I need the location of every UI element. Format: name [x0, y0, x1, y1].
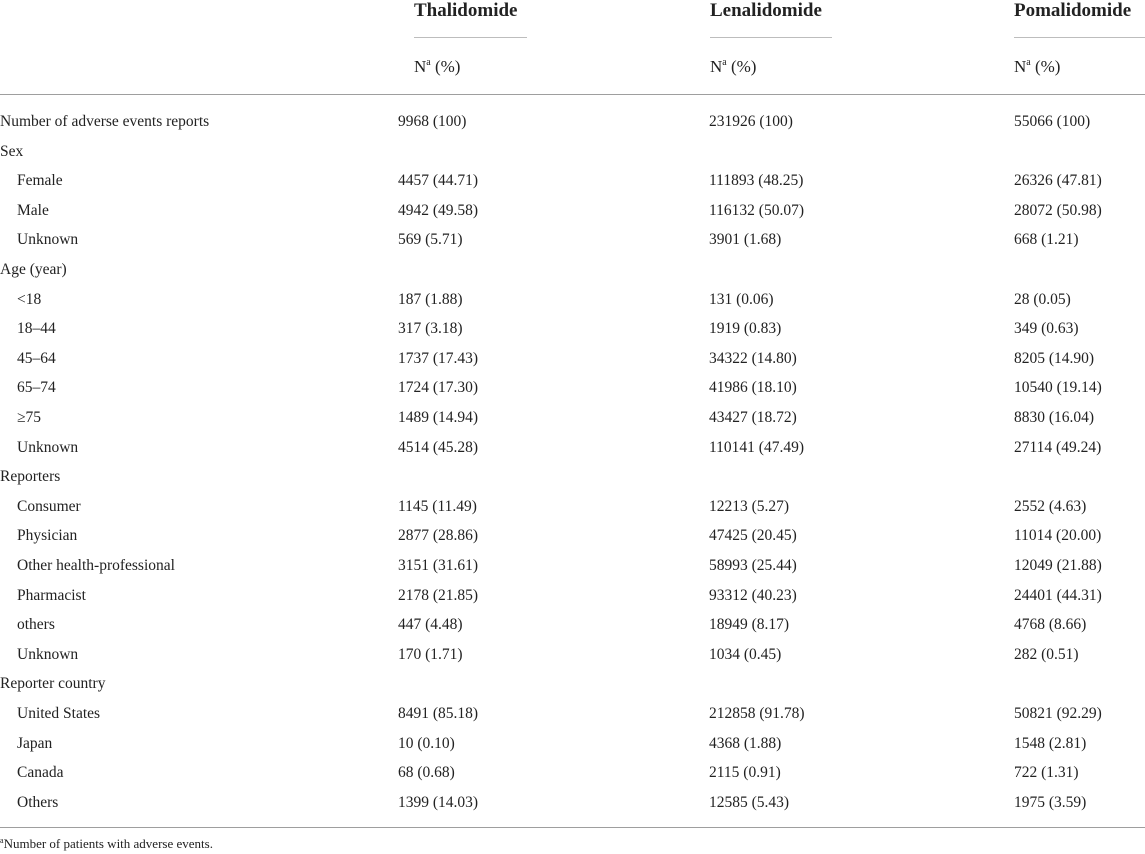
table-cell: 231926 (100)	[709, 113, 793, 130]
table-cell: 12049 (21.88)	[1014, 557, 1102, 574]
table-row	[0, 438, 1145, 468]
table-cell: 43427 (18.72)	[709, 409, 797, 426]
table-cell: 212858 (91.78)	[709, 705, 805, 722]
table-cell: 93312 (40.23)	[709, 586, 797, 604]
table-cell: 3901 (1.68)	[709, 231, 782, 249]
table-cell: 8205 (14.90)	[1014, 349, 1095, 367]
table-cell: 10 (0.10)	[398, 734, 455, 752]
table-cell: 2178 (21.85)	[398, 586, 479, 604]
table-cell: 282 (0.51)	[1014, 645, 1079, 663]
table-cell: 8830 (16.04)	[1014, 409, 1095, 426]
percent-label: (%)	[1034, 57, 1061, 76]
table-row	[0, 112, 1145, 142]
n-label: N	[414, 57, 427, 76]
table-row	[0, 467, 1145, 497]
column-header-lenalidomide: Lenalidomide	[710, 0, 832, 38]
table-cell: 26326 (47.81)	[1014, 172, 1102, 190]
row-label: ≥75	[17, 409, 42, 426]
row-label: Unknown	[17, 645, 79, 663]
table-bottom-divider	[0, 827, 1145, 828]
table-cell: 668 (1.21)	[1014, 231, 1079, 249]
table-cell: 1489 (14.94)	[398, 409, 479, 426]
row-label: Number of adverse events reports	[0, 113, 210, 130]
table-row	[0, 290, 1145, 320]
table-cell: 116132 (50.07)	[709, 201, 804, 219]
n-label: N	[1014, 57, 1027, 76]
table-cell: 58993 (25.44)	[709, 557, 797, 574]
table-cell: 50821 (92.29)	[1014, 705, 1102, 722]
table-cell: 1399 (14.03)	[398, 793, 479, 811]
row-label: Female	[17, 172, 63, 190]
table-row	[0, 142, 1145, 172]
footnote-marker: a	[0, 836, 4, 845]
table-cell: 349 (0.63)	[1014, 320, 1079, 338]
table-cell: 28 (0.05)	[1014, 290, 1071, 308]
table-row	[0, 408, 1145, 438]
table-cell: 170 (1.71)	[398, 645, 463, 663]
row-label: Canada	[17, 764, 64, 782]
row-label: others	[17, 616, 55, 634]
table-cell: 18949 (8.17)	[709, 616, 790, 634]
row-label: Sex	[0, 142, 24, 160]
table-cell: 1975 (3.59)	[1014, 793, 1087, 811]
row-label: Pharmacist	[17, 586, 86, 604]
table-cell: 110141 (47.49)	[709, 438, 804, 456]
row-label: Physician	[17, 527, 78, 545]
table-cell: 34322 (14.80)	[709, 349, 797, 367]
table-row	[0, 704, 1145, 734]
table-cell: 4368 (1.88)	[709, 734, 782, 752]
row-label: <18	[17, 290, 42, 308]
table-cell: 27114 (49.24)	[1014, 438, 1102, 456]
table-cell: 2877 (28.86)	[398, 527, 479, 545]
table-row	[0, 526, 1145, 556]
table-row	[0, 793, 1145, 823]
row-label: Age (year)	[0, 261, 67, 278]
table-cell: 4768 (8.66)	[1014, 616, 1087, 634]
table-cell: 1034 (0.45)	[709, 645, 782, 663]
row-label: Consumer	[17, 497, 81, 515]
table-row	[0, 763, 1145, 793]
table-row	[0, 497, 1145, 527]
table-row	[0, 378, 1145, 408]
table-cell: 68 (0.68)	[398, 764, 455, 782]
percent-label: (%)	[434, 57, 461, 76]
table-cell: 4514 (45.28)	[398, 438, 479, 456]
row-label: 18–44	[17, 320, 56, 338]
header-divider	[0, 94, 1145, 95]
footnote-text: Number of patients with adverse events.	[3, 836, 213, 851]
table-cell: 12213 (5.27)	[709, 497, 790, 515]
table-row	[0, 556, 1145, 586]
table-cell: 317 (3.18)	[398, 320, 463, 338]
row-label: 65–74	[17, 379, 56, 397]
table-cell: 1919 (0.83)	[709, 320, 782, 338]
table-row	[0, 734, 1145, 764]
table-footnote	[0, 836, 213, 852]
row-label: 45–64	[17, 349, 56, 367]
table-cell: 55066 (100)	[1014, 113, 1091, 130]
table-cell: 2115 (0.91)	[709, 764, 781, 782]
table-cell: 111893 (48.25)	[709, 172, 804, 190]
subheader-lenalidomide	[710, 57, 756, 77]
subheader-thalidomide	[414, 57, 460, 77]
table-cell: 569 (5.71)	[398, 231, 463, 249]
row-label: Reporters	[0, 468, 61, 486]
table-cell: 131 (0.06)	[709, 290, 774, 308]
row-label: Unknown	[17, 231, 79, 249]
table-cell: 8491 (85.18)	[398, 705, 479, 722]
table-row	[0, 615, 1145, 645]
table-cell: 1548 (2.81)	[1014, 734, 1087, 752]
table-cell: 12585 (5.43)	[709, 793, 790, 811]
table-cell: 24401 (44.31)	[1014, 586, 1102, 604]
n-superscript: a	[722, 57, 727, 68]
table-row	[0, 260, 1145, 290]
table-cell: 11014 (20.00)	[1014, 527, 1102, 545]
table-row	[0, 349, 1145, 379]
table-cell: 28072 (50.98)	[1014, 201, 1102, 219]
table-cell: 447 (4.48)	[398, 616, 463, 634]
row-label: Japan	[17, 734, 53, 752]
row-label: Reporter country	[0, 675, 106, 693]
table-cell: 1737 (17.43)	[398, 349, 479, 367]
table-row	[0, 171, 1145, 201]
row-label: Others	[17, 793, 59, 811]
table-row	[0, 230, 1145, 260]
table-cell: 47425 (20.45)	[709, 527, 797, 545]
subheader-pomalidomide	[1014, 57, 1060, 77]
table-cell: 41986 (18.10)	[709, 379, 797, 397]
row-label: Other health-professional	[17, 557, 175, 574]
row-label: Unknown	[17, 438, 79, 456]
table-cell: 1145 (11.49)	[398, 497, 477, 515]
table-cell: 2552 (4.63)	[1014, 497, 1087, 515]
table-row	[0, 201, 1145, 231]
n-superscript: a	[1026, 57, 1031, 68]
row-label: Male	[17, 201, 49, 219]
table-cell: 722 (1.31)	[1014, 764, 1079, 782]
table-cell: 4457 (44.71)	[398, 172, 479, 190]
table-row	[0, 586, 1145, 616]
table-row	[0, 645, 1145, 675]
column-header-thalidomide: Thalidomide	[414, 0, 527, 38]
percent-label: (%)	[730, 57, 757, 76]
table-cell: 4942 (49.58)	[398, 201, 479, 219]
table-cell: 3151 (31.61)	[398, 557, 479, 574]
table-row	[0, 319, 1145, 349]
n-superscript: a	[426, 57, 431, 68]
table-cell: 187 (1.88)	[398, 290, 463, 308]
table-cell: 9968 (100)	[398, 113, 467, 130]
n-label: N	[710, 57, 723, 76]
column-header-pomalidomide: Pomalidomide	[1014, 0, 1145, 38]
table-row	[0, 674, 1145, 704]
row-label: United States	[17, 705, 101, 722]
table-cell: 10540 (19.14)	[1014, 379, 1102, 397]
table-cell: 1724 (17.30)	[398, 379, 479, 397]
